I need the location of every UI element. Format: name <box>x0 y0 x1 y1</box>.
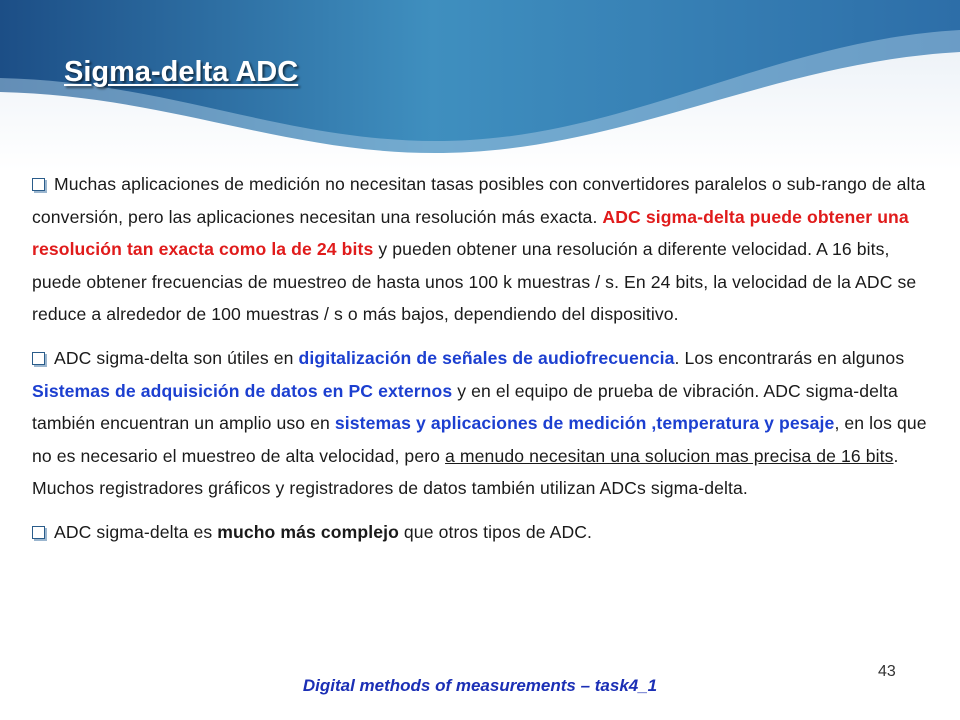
square-bullet-icon <box>32 352 45 365</box>
slide-footer: Digital methods of measurements – task4_1 <box>302 676 658 695</box>
text-run: Muchas aplicaciones de medición no necesitan tasas posibles con convertidores paralelos o sub-rango de alta conversión, pero las aplicaciones necesitan una resolución más exacta. <box>32 174 926 227</box>
text-run-red: ADC sigma-delta puede obtener una resolución tan exacta como la de 24 bits <box>32 206 909 260</box>
text-run: . Los encontrarás en algunos <box>674 347 905 368</box>
text-run: , en los que no es necesario el muestreo de alta velocidad, pero <box>32 413 927 466</box>
square-bullet-icon <box>32 526 45 539</box>
text-run-blue: Sistemas de adquisición de datos en PC externos <box>32 380 453 401</box>
text-run-blue: digitalización de señales de audiofrecuencia <box>298 347 675 368</box>
text-run: . Muchos registradores gráficos y registradores de datos también utilizan ADCs sigma-delta. <box>32 445 899 499</box>
text-run: ADC sigma-delta son útiles en <box>54 347 299 368</box>
text-run-bold: mucho más complejo <box>217 521 399 542</box>
page-number: 43 <box>878 663 896 680</box>
text-run: ADC sigma-delta es <box>54 521 218 542</box>
slide-title: Sigma-delta ADC <box>64 56 299 88</box>
bullet-paragraph <box>32 342 942 505</box>
bullet-paragraph <box>32 168 942 331</box>
text-run-blue: sistemas y aplicaciones de medición ,temperatura y pesaje <box>334 413 835 434</box>
text-run: y pueden obtener una resolución a diferente velocidad. A 16 bits, puede obtener frecuencias de muestreo de hasta unos 100 k muestras / s. En 24 bits, la velocidad de la ADC se reduce a alrededor de 100 muestras / s o más bajos, dependiendo del dispositivo. <box>32 239 917 325</box>
text-run-ul: a menudo necesitan una solucion mas precisa de 16 bits <box>445 445 894 466</box>
text-run: que otros tipos de ADC. <box>398 521 593 542</box>
text-run: y en el equipo de prueba de vibración. ADC sigma-delta también encuentran un amplio uso en <box>32 380 898 434</box>
bullet-paragraph <box>32 516 942 549</box>
square-bullet-icon <box>32 178 45 191</box>
slide-body <box>32 168 942 560</box>
